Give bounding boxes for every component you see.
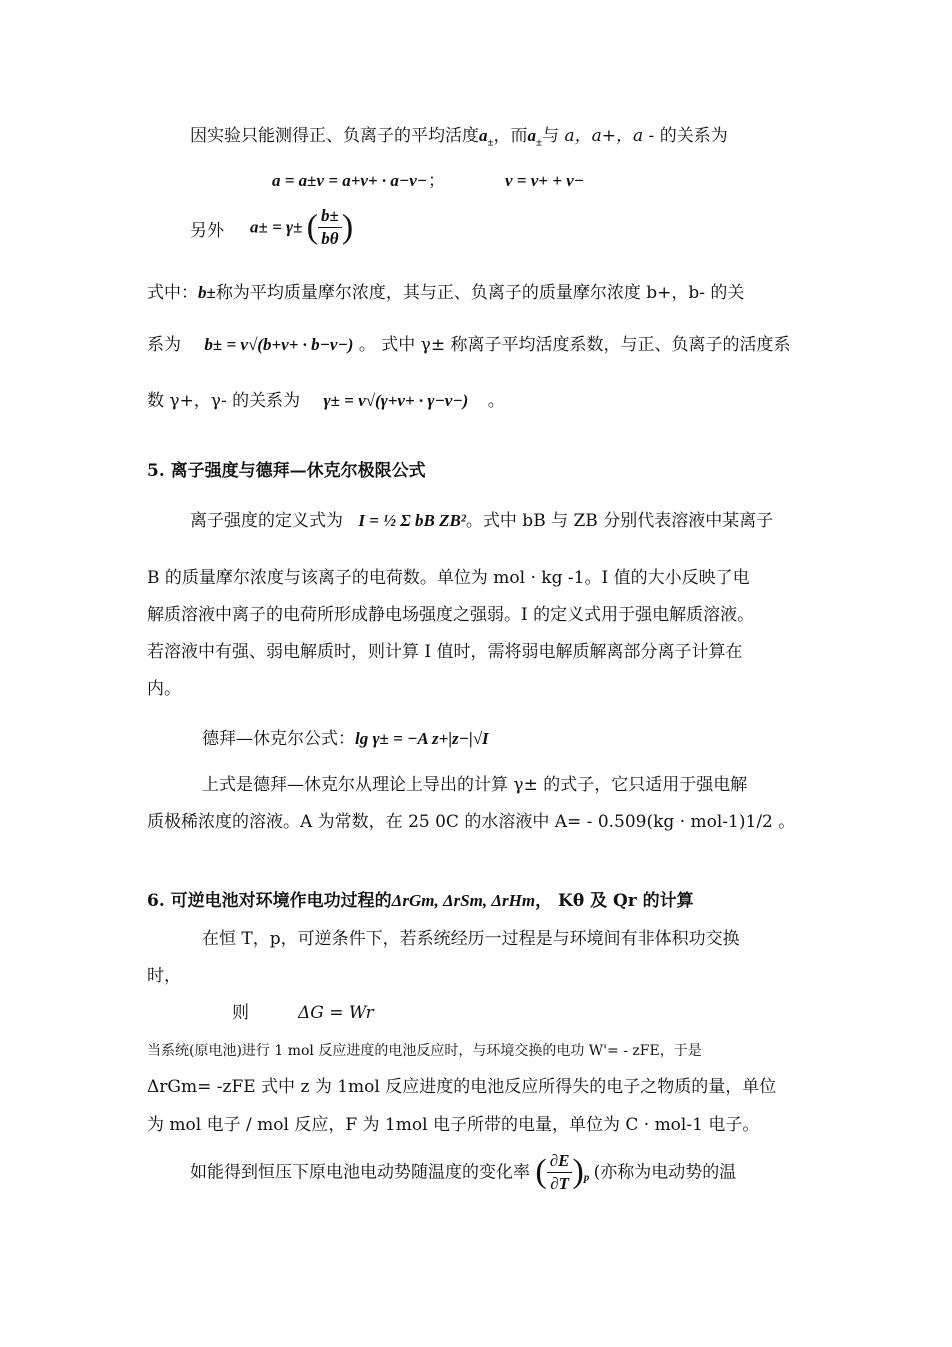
para-line: 质极稀浓度的溶液。A 为常数，在 25 0C 的水溶液中 A= - 0.509(kg · mol-1)1/2 。 (147, 812, 796, 832)
symbol-list: a，a+，a - (564, 126, 655, 146)
text: 与 (542, 126, 560, 146)
para-line: 式中：b±称为平均质量摩尔浓度，其与正、负离子的质量摩尔浓度 b+，b- 的关 (147, 283, 745, 303)
symbol-a-mean: $a_\pm$ (479, 126, 494, 149)
para-line: 离子强度的定义式为 I = ½ Σ bB ZB²。式中 bB 与 ZB 分别代表溶液中某离子 (190, 511, 774, 531)
section-heading: 5. 离子强度与德拜—休克尔极限公式 (147, 461, 426, 481)
para-line: 在恒 T，p，可逆条件下，若系统经历一过程是与环境间有非体积功交换 (202, 929, 740, 949)
para-line: 若溶液中有强、弱电解质时，则计算 I 值时，需将弱电解质解离部分离子计算在 (147, 642, 743, 662)
equation-separator: ； (428, 171, 445, 191)
equation-dE-dT: ( $\frac{\partial E}{\partial T}$ )$_p$ (535, 1151, 590, 1193)
para-line: B 的质量摩尔浓度与该离子的电荷数。单位为 mol · kg -1。I 值的大小反映了电 (147, 568, 750, 588)
para-line: 解质溶液中离子的电荷所形成静电场强度之强弱。I 的定义式用于强电解质溶液。 (147, 605, 755, 625)
para-line: 德拜—休克尔公式：lg γ± = −A z+|z−|√I (202, 729, 489, 749)
para-line: ΔrGm= -zFE 式中 z 为 1mol 反应进度的电池反应所得失的电子之物质的量，单位 (147, 1077, 777, 1097)
equation-debye-huckel: lg γ± = −A z+|z−|√I (355, 729, 489, 748)
section-heading: 6. 可逆电池对环境作电功过程的ΔrGm, ΔrSm, ΔrHm， Kθ 及 Qr 的计算 (147, 891, 694, 911)
para-line: 为 mol 电子 / mol 反应，F 为 1mol 电子所带的电量，单位为 C · mol-1 电子。 (147, 1115, 760, 1135)
equation-activity: a = a±ν = a+ν+ · a−ν− (272, 171, 428, 190)
para-line: 如能得到恒压下原电池电动势随温度的变化率 ( $\frac{\partial E}{\partial T}$ )$_p$ (亦称为电动势的温 (190, 1151, 737, 1193)
equation-ionic-strength: I = ½ Σ bB ZB² (358, 511, 466, 530)
symbol-a-mean: $a_\pm$ (527, 126, 543, 149)
text-another: 另外 (190, 221, 224, 241)
text: ，而 (493, 126, 528, 146)
para-line (190, 125, 728, 147)
para-line: 数 γ+，γ- 的关系为 γ± = ν√(γ+ν+ · γ−ν−) 。 (147, 391, 505, 411)
equation-nu: ν = ν+ + ν− (505, 171, 584, 190)
equation-b-mean: b± = ν√(b+ν+ · b−ν−) (204, 335, 354, 354)
para-line: 当系统(原电池)进行 1 mol 反应进度的电池反应时，与环境交换的电功 W'= - zFE，于是 (147, 1043, 702, 1059)
text-then: 则 (232, 1003, 249, 1023)
para-line: 内。 (147, 679, 181, 699)
text: 因实验只能测得正、负离子的平均活度 (190, 126, 479, 146)
para-line: 上式是德拜—休克尔从理论上导出的计算 γ± 的式子，它只适用于强电解 (202, 775, 748, 795)
para-line: 时， (147, 966, 181, 986)
para-line: 系为 b± = ν√(b+ν+ · b−ν−) 。 式中 γ± 称离子平均活度系数，与正、负离子的活度系 (147, 335, 791, 355)
equation-gamma-mean: γ± = ν√(γ+ν+ · γ−ν−) (323, 391, 469, 410)
equation-gibbs-work: ΔG = Wr (298, 1003, 374, 1023)
text: 的关系为 (659, 126, 728, 146)
equation-a-gamma: a± = γ± ( $\frac{b\pm}{b\theta}$ ) (250, 206, 354, 248)
